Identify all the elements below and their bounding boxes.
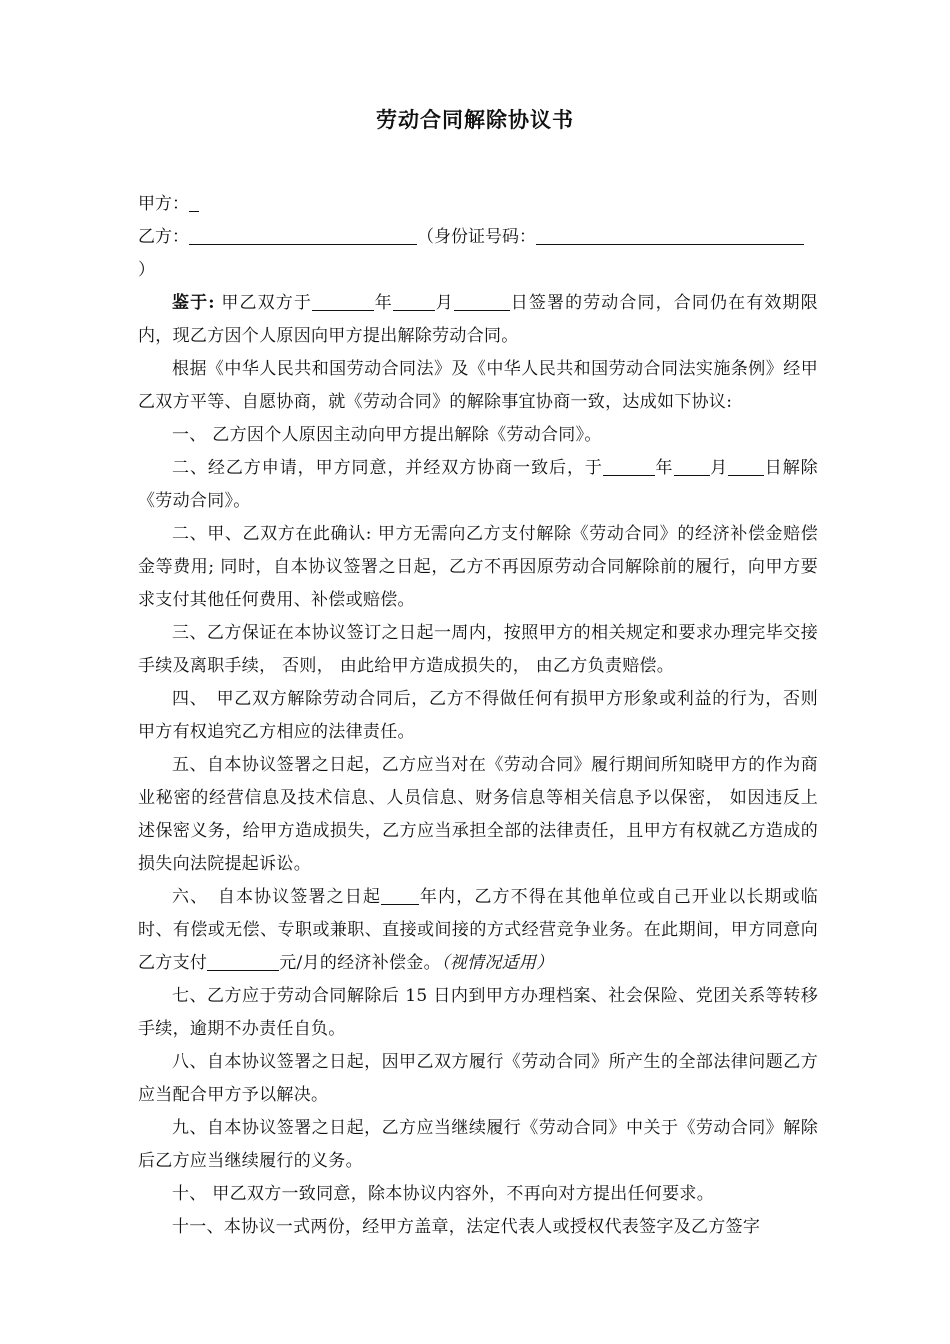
document-body (138, 188, 818, 1244)
terminate-day-blank[interactable] (728, 457, 764, 476)
document-title: 劳动合同解除协议书 (376, 108, 574, 132)
clause-7 (138, 881, 818, 980)
clause-7-b: 年内，乙方不得在其他单位或自己开业以长期或临时、有偿或无偿、专职或兼职、直接或间接的方式经营竞争业务。在此期间，甲方同意向乙方支付 (138, 887, 818, 973)
sign-year-blank[interactable] (312, 292, 374, 311)
party-a-line (138, 188, 818, 221)
intro-p1-b: 日签署的劳动合同，合同仍在有效期限内，现乙方因个人原因向甲方提出解除劳动合同。 (138, 293, 818, 346)
clause-2-year: 年 (654, 458, 674, 478)
noncompete-years-blank[interactable] (381, 886, 419, 905)
clause-11: 十、 甲乙双方一致同意，除本协议内容外，不再向对方提出任何要求。 (172, 1184, 715, 1204)
compensation-amount-blank[interactable] (207, 952, 279, 971)
sign-month-blank[interactable] (393, 292, 435, 311)
terminate-year-blank[interactable] (603, 457, 655, 476)
clause-7-note: （视情况适用） (440, 953, 554, 973)
party-b-id-blank[interactable] (536, 226, 804, 245)
clause-2-a: 二、经乙方申请，甲方同意，并经双方协商一致后，于 (172, 458, 603, 478)
sign-day-blank[interactable] (454, 292, 510, 311)
clause-9: 八、自本协议签署之日起，因甲乙双方履行《劳动合同》所产生的全部法律问题乙方应当配合甲方予以解决。 (138, 1052, 818, 1105)
party-a-blank[interactable] (189, 193, 199, 212)
party-b-name-blank[interactable] (189, 226, 417, 245)
clause-7-c: 元/月的经济补偿金。 (279, 953, 441, 973)
clause-7-a: 六、 自本协议签署之日起 (172, 887, 382, 907)
party-b-close-line (138, 254, 818, 287)
intro-p1-a: 甲乙双方于 (214, 293, 312, 313)
party-a-label: 甲方： (138, 194, 189, 214)
intro-month: 月 (434, 293, 454, 313)
intro-lead: 鉴于: (172, 293, 215, 313)
clause-1: 一、 乙方因个人原因主动向甲方提出解除《劳动合同》。 (172, 425, 602, 445)
party-b-label: 乙方： (138, 227, 189, 247)
party-b-line (138, 221, 818, 254)
party-b-close: ） (138, 260, 155, 280)
clause-5: 四、 甲乙双方解除劳动合同后，乙方不得做任何有损甲方形象或利益的行为，否则甲方有权追究乙方相应的法律责任。 (138, 689, 818, 742)
intro-paragraph-2: 根据《中华人民共和国劳动合同法》及《中华人民共和国劳动合同法实施条例》经甲乙双方平等、自愿协商，就《劳动合同》的解除事宜协商一致，达成如下协议: (138, 359, 818, 412)
clause-6: 五、自本协议签署之日起，乙方应当对在《劳动合同》履行期间所知晓甲方的作为商业秘密的经营信息及技术信息、人员信息、财务信息等相关信息予以保密， 如因违反上述保密义务，给甲方造成损失，乙方应当承担全部的法律责任，且甲方有权就乙方造成的损失向法院提起诉讼。 (138, 755, 818, 874)
clause-3: 二、甲、乙双方在此确认: 甲方无需向乙方支付解除《劳动合同》的经济补偿金赔偿金等费用; 同时，自本协议签署之日起，乙方不再因原劳动合同解除前的履行，向甲方要求支付其他任何费用、补偿或赔偿。 (138, 524, 818, 610)
clause-10: 九、自本协议签署之日起，乙方应当继续履行《劳动合同》中关于《劳动合同》解除后乙方应当继续履行的义务。 (138, 1118, 818, 1171)
clause-2-b: 日解除《劳动合同》。 (138, 458, 818, 511)
clause-2 (138, 452, 818, 518)
intro-year: 年 (373, 293, 393, 313)
clause-12: 十一、本协议一式两份，经甲方盖章，法定代表人或授权代表签字及乙方签字 (172, 1217, 761, 1237)
party-b-id-label: （身份证号码： (417, 227, 536, 247)
clause-4: 三、乙方保证在本协议签订之日起一周内，按照甲方的相关规定和要求办理完毕交接手续及离职手续， 否则， 由此给甲方造成损失的， 由乙方负责赔偿。 (138, 623, 818, 676)
intro-paragraph-1 (138, 287, 818, 353)
clause-2-month: 月 (709, 458, 729, 478)
terminate-month-blank[interactable] (674, 457, 710, 476)
clause-8: 七、乙方应于劳动合同解除后 15 日内到甲方办理档案、社会保险、党团关系等转移手续，逾期不办责任自负。 (138, 986, 818, 1039)
